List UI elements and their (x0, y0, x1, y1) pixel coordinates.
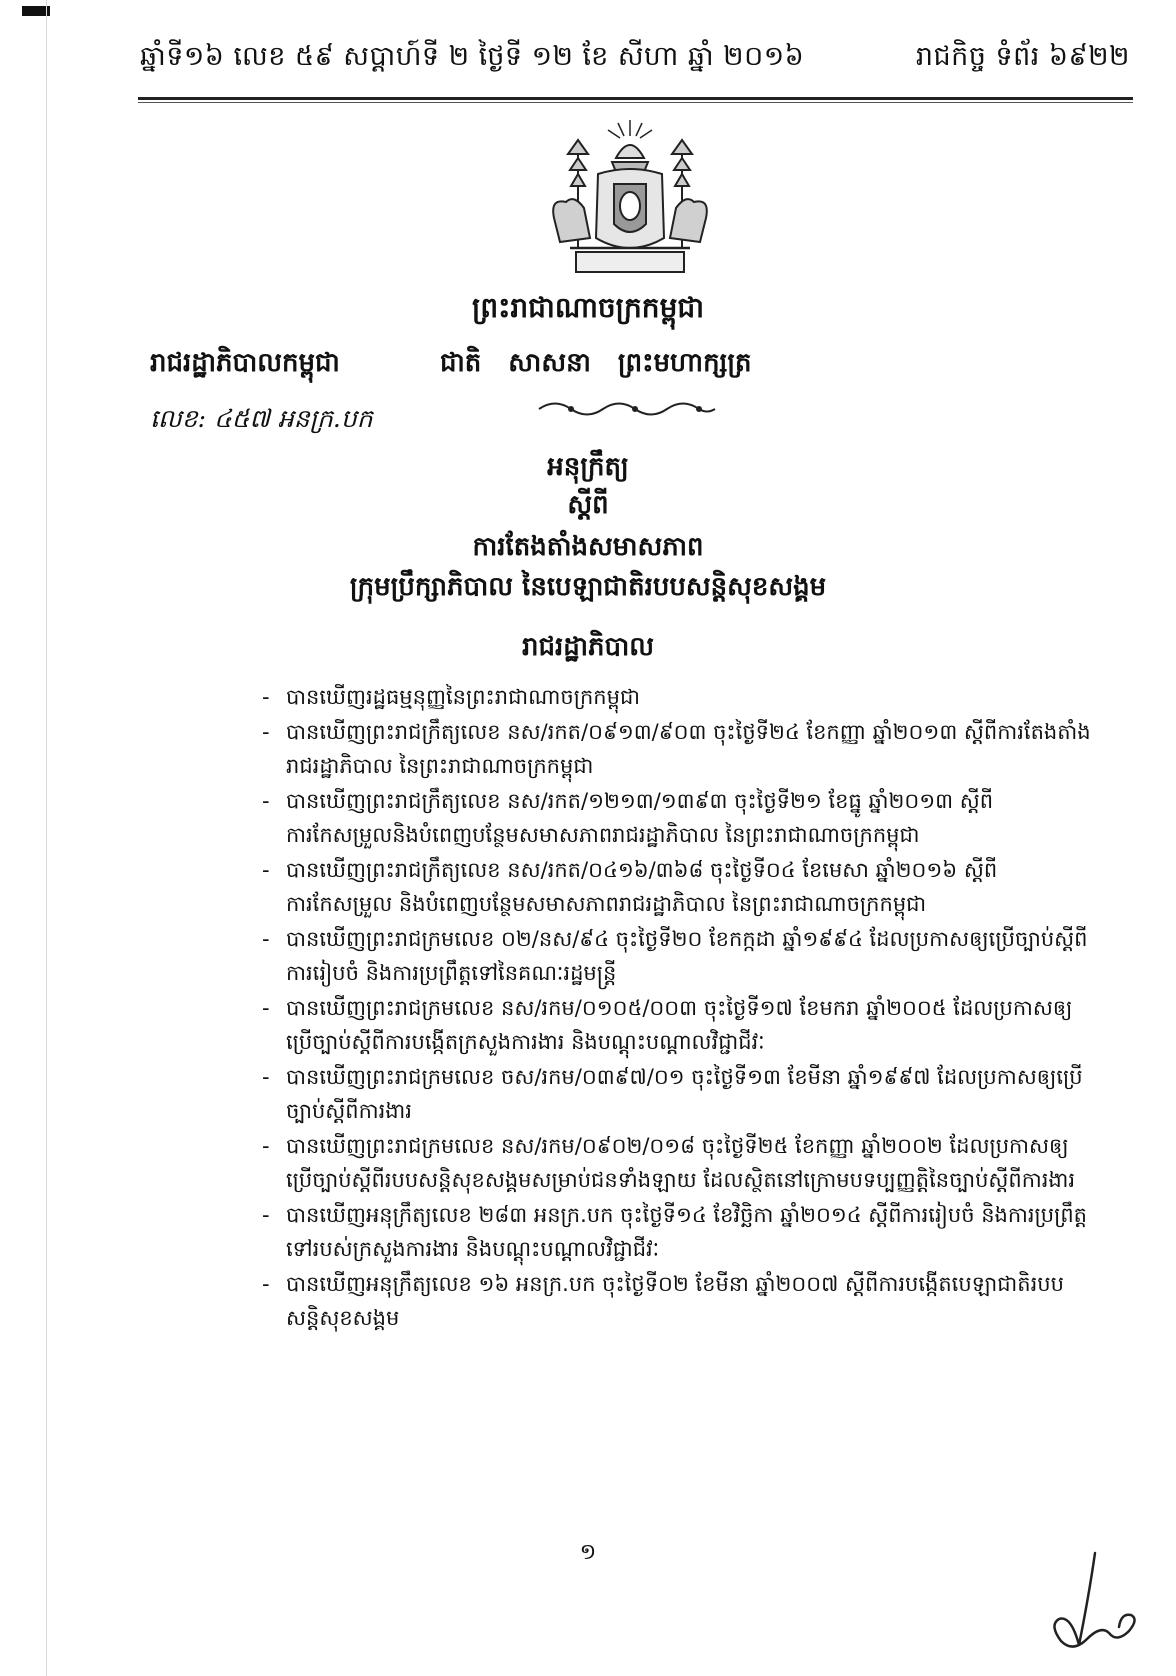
national-motto: ជាតិ សាសនា ព្រះមហាក្សត្រ (440, 348, 752, 378)
bullet-dash: - (262, 1064, 270, 1089)
preamble-item: - បានឃើញព្រះរាជក្រមលេខ ០២/នស/៩៤ ចុះថ្ងៃទី២០ ខែកក្កដា ឆ្នាំ១៩៩៤ ដែលប្រកាសឲ្យប្រើច្បាប់ស្តីពីការរៀបចំ និងការប្រព្រឹត្តទៅនៃគណៈរដ្ឋមន្ត្រី (262, 922, 1092, 991)
document-subject-body: ក្រុមប្រឹក្សាភិបាល នៃបេឡាជាតិរបបសន្តិសុខសង្គម (349, 572, 827, 602)
gazette-issue-info: ឆ្នាំទី១៦ លេខ ៥៩ សប្តាហ៍ទី ២ ថ្ងៃទី ១២ ខែ សីហា ឆ្នាំ ២០១៦ (140, 41, 805, 72)
gazette-page-info: រាជកិច្ច ទំព័រ ៦៩២២ (915, 41, 1130, 72)
document-subject: ការតែងតាំងសមាសភាព (472, 532, 704, 562)
decree-reference-number: លេខ: ៤៥៧ អនក្រ.បក (150, 404, 373, 433)
preamble-item: - បានឃើញព្រះរាជក្រឹត្យលេខ នស/រកត/០៤១៦/៣៦៨ ចុះថ្ងៃទី០៤ ខែមេសា ឆ្នាំ២០១៦ ស្តីពីការកែសម្រួល និងបំពេញបន្ថែមសមាសភាពរាជរដ្ឋាភិបាល នៃព្រះរាជាណាចក្រកម្ពុជា (262, 853, 1092, 922)
bullet-dash: - (262, 1202, 270, 1227)
bullet-dash: - (262, 857, 270, 882)
emblem-rays (608, 120, 652, 138)
issuer-heading: រាជរដ្ឋាភិបាល (521, 632, 655, 662)
motto-ornament-icon (535, 398, 720, 420)
scan-edge-line (46, 0, 47, 1676)
document-type: អនុក្រឹត្យ (547, 452, 629, 482)
header-rule-thin (138, 102, 1133, 103)
bullet-dash: - (262, 685, 270, 709)
kingdom-title: ព្រះរាជាណាចក្រកម្ពុជា (471, 291, 704, 324)
preamble-item: - បានឃើញព្រះរាជក្រមលេខ នស/រកម/០៩០២/០១៨ ចុះថ្ងៃទី២៥ ខែកញ្ញា ឆ្នាំ២០០២ ដែលប្រកាសឲ្យប្រើច្បាប់ស្តីពីរបបសន្តិសុខសង្គមសម្រាប់ជនទាំងឡាយ ដែលស្ថិតនៅក្រោមបទប្បញ្ញត្តិនៃច្បាប់ស្តីពីការងារ (262, 1129, 1092, 1198)
bullet-dash: - (262, 1133, 270, 1158)
government-name: រាជរដ្ឋាភិបាលកម្ពុជា (150, 348, 340, 378)
bullet-dash: - (262, 788, 270, 813)
document-about: ស្តីពី (567, 490, 609, 520)
bullet-dash: - (262, 926, 270, 951)
royal-coat-of-arms-icon (540, 118, 720, 288)
preamble-item: - បានឃើញអនុក្រឹត្យលេខ ២៨៣ អនក្រ.បក ចុះថ្ងៃទី១៤ ខែវិច្ឆិកា ឆ្នាំ២០១៤ ស្តីពីការរៀបចំ និងការប្រព្រឹត្តទៅរបស់ក្រសួងការងារ និងបណ្តុះបណ្តាលវិជ្ជាជីវៈ (262, 1198, 1092, 1267)
preamble-item: - បានឃើញអនុក្រឹត្យលេខ ១៦ អនក្រ.បក ចុះថ្ងៃទី០២ ខែមីនា ឆ្នាំ២០០៧ ស្តីពីការបង្កើតបេឡាជាតិរបបសន្តិសុខសង្គម (262, 1267, 1092, 1336)
signature-initials-icon (1035, 1545, 1155, 1665)
header-rule (138, 97, 1133, 100)
gazette-header (140, 40, 1130, 79)
bullet-dash: - (262, 1271, 270, 1296)
preamble-item: - បានឃើញព្រះរាជក្រឹត្យលេខ នស/រកត/១២១៣/១៣៩៣ ចុះថ្ងៃទី២១ ខែធ្នូ ឆ្នាំ២០១៣ ស្តីពីការកែសម្រួលនិងបំពេញបន្ថែមសមាសភាពរាជរដ្ឋាភិបាល នៃព្រះរាជាណាចក្រកម្ពុជា (262, 784, 1092, 853)
preamble-item: - បានឃើញព្រះរាជក្រមលេខ នស/រកម/០១០៥/០០៣ ចុះថ្ងៃទី១៧ ខែមករា ឆ្នាំ២០០៥ ដែលប្រកាសឲ្យប្រើច្បាប់ស្តីពីការបង្កើតក្រសួងការងារ និងបណ្តុះបណ្តាលវិជ្ជាជីវៈ (262, 991, 1092, 1060)
bullet-dash: - (262, 719, 270, 744)
preamble-item: - បានឃើញព្រះរាជក្រមលេខ ចស/រកម/០៣៩៧/០១ ចុះថ្ងៃទី១៣ ខែមីនា ឆ្នាំ១៩៩៧ ដែលប្រកាសឲ្យប្រើច្បាប់ស្តីពីការងារ (262, 1060, 1092, 1129)
preamble-item: - បានឃើញព្រះរាជក្រឹត្យលេខ នស/រកត/០៩១៣/៩០៣ ចុះថ្ងៃទី២៤ ខែកញ្ញា ឆ្នាំ២០១៣ ស្តីពីការតែងតាំងរាជរដ្ឋាភិបាល នៃព្រះរាជាណាចក្រកម្ពុជា (262, 715, 1092, 784)
preamble-item: - បានឃើញរដ្ឋធម្មនុញ្ញនៃព្រះរាជាណាចក្រកម្ពុជា (262, 680, 1092, 715)
preamble-list (262, 680, 1092, 1336)
bullet-dash: - (262, 995, 270, 1020)
page-number: ១ (579, 1540, 597, 1565)
